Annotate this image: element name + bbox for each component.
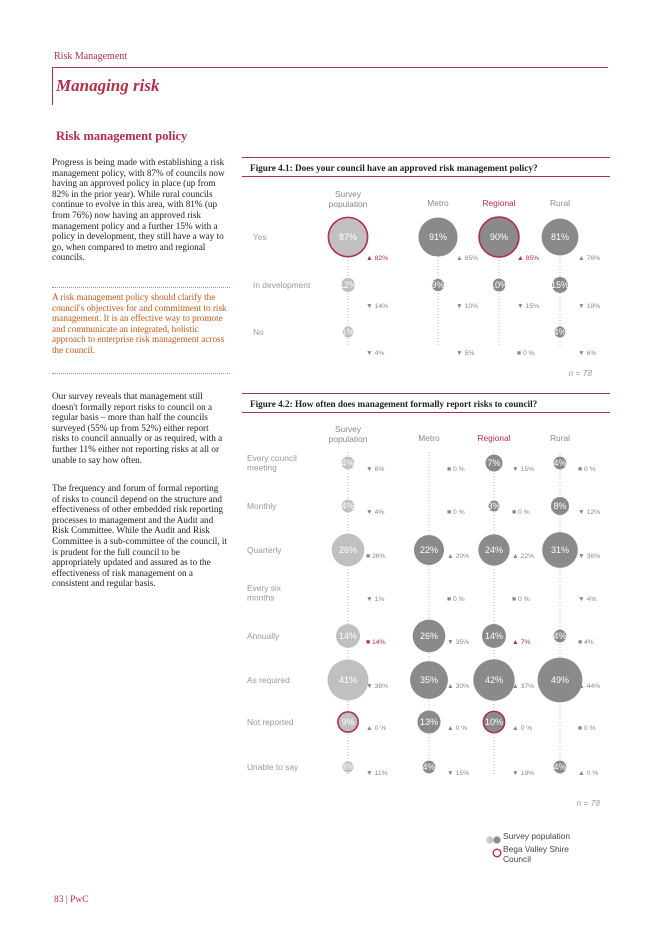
row-label: Quarterly bbox=[247, 545, 282, 555]
prior-year-value: ▲ 76% bbox=[578, 255, 601, 262]
bubble-label: 42% bbox=[484, 675, 504, 686]
bubble-label: 49% bbox=[550, 675, 570, 686]
prior-year-value: ▼ 6% bbox=[578, 350, 597, 357]
prior-year-value: ▼ 19% bbox=[512, 770, 535, 777]
bubble-label: 4% bbox=[553, 631, 567, 642]
bubble-label: 26% bbox=[419, 631, 439, 642]
prior-year-value: ▼ 10% bbox=[456, 303, 479, 310]
prior-year-value: ■ 0 % bbox=[578, 466, 596, 473]
column-header: Rural bbox=[549, 433, 571, 443]
prior-year-value: ▼ 4% bbox=[366, 350, 385, 357]
prior-year-value: ▲ 37% bbox=[512, 683, 535, 690]
prior-year-value: ▲ 85% bbox=[456, 255, 479, 262]
prior-year-value: ■ 0 % bbox=[517, 350, 535, 357]
bubble-label: 4% bbox=[341, 458, 355, 469]
bubble-label: 35% bbox=[419, 675, 439, 686]
column-header: Regional bbox=[482, 198, 516, 208]
row-label: Yes bbox=[253, 232, 267, 242]
row-label: No bbox=[253, 327, 264, 337]
prior-year-value: ■ 0 % bbox=[447, 596, 465, 603]
body-paragraph: The frequency and forum of formal reporting of risks to council depend on the structure and effectiveness of other embedded risk reporting processes to management and the Audit and Risk Committee. While the Audit and Risk Committee is a sub-committee of the council, it is prudent for the full council to be appropriately updated and assured as to the effectiveness of risk management on a consistent and regular basis. bbox=[52, 483, 228, 589]
prior-year-value: ▲ 0 % bbox=[366, 725, 387, 732]
bubble-label: 15% bbox=[550, 280, 570, 291]
figure-rule bbox=[242, 412, 610, 413]
prior-year-value: ▼ 15% bbox=[447, 770, 470, 777]
bubble-label: 13% bbox=[419, 717, 439, 728]
bubble-label: 10% bbox=[489, 280, 509, 291]
legend-council-swatch bbox=[492, 845, 502, 855]
bubble-label: 14% bbox=[484, 631, 504, 642]
column-header: Survey bbox=[334, 424, 362, 434]
prior-year-value: ▲ 0 % bbox=[447, 725, 468, 732]
figure-rule-top bbox=[242, 393, 610, 394]
row-label: As required bbox=[247, 675, 290, 685]
bubble-label: 4% bbox=[422, 762, 436, 773]
prior-year-value: ■ 0 % bbox=[447, 509, 465, 516]
bubble-label: 4% bbox=[553, 327, 567, 338]
column-header: Metro bbox=[427, 198, 449, 208]
section-label: Risk Management bbox=[54, 51, 128, 62]
prior-year-value: ▼ 12% bbox=[578, 509, 601, 516]
prior-year-value: ▼ 35% bbox=[447, 639, 470, 646]
section-heading: Risk management policy bbox=[56, 129, 188, 143]
prior-year-value: ▲ 0 % bbox=[512, 725, 533, 732]
column-header: population bbox=[328, 434, 368, 444]
body-paragraph: Progress is being made with establishing a risk management policy, with 87% of councils now having an approved policy in place (up from 82% in the prior year). While rural councils continue to evolve in this area, with 81% (up from 76%) now having an approved risk management policy and a further 15% with a policy in development, they still have a way to go, when compared to metro and regional councils. bbox=[52, 157, 225, 263]
bubble-label: 22% bbox=[419, 545, 439, 556]
prior-year-value: ▲ 7% bbox=[512, 639, 531, 646]
bubble-label: 9% bbox=[341, 717, 355, 728]
column-header: population bbox=[328, 199, 368, 209]
figure-title: Figure 4.2: How often does management formally report risks to council? bbox=[250, 399, 538, 409]
prior-year-value: ▼ 18% bbox=[578, 303, 601, 310]
column-header: Survey bbox=[334, 189, 362, 199]
row-label: Annually bbox=[247, 631, 280, 641]
row-label: Not reported bbox=[247, 717, 294, 727]
page-footer: 83 | PwC bbox=[54, 895, 89, 905]
bubble-label: 9% bbox=[431, 280, 445, 291]
legend-survey-swatch bbox=[486, 832, 500, 842]
prior-year-value: ▲ 0 % bbox=[578, 770, 599, 777]
bubble-label: 90% bbox=[489, 232, 509, 243]
prior-year-value: ▼ 38% bbox=[366, 683, 389, 690]
row-label: Every six bbox=[247, 583, 281, 593]
prior-year-value: ▼ 6% bbox=[366, 466, 385, 473]
prior-year-value: ▼ 15% bbox=[512, 466, 535, 473]
prior-year-value: ▼ 36% bbox=[578, 553, 601, 560]
column-header: Rural bbox=[549, 198, 571, 208]
prior-year-value: ■ 4% bbox=[578, 639, 594, 646]
bubble-label: 10% bbox=[484, 717, 504, 728]
sample-size-note: n = 78 bbox=[568, 368, 592, 378]
column-header: Metro bbox=[418, 433, 440, 443]
prior-year-value: ■ 0 % bbox=[512, 509, 530, 516]
sample-size-note: n = 78 bbox=[576, 798, 600, 808]
bubble-label: 81% bbox=[550, 232, 570, 243]
bubble-label: 4% bbox=[341, 501, 355, 512]
prior-year-value: ■ 26% bbox=[366, 553, 386, 560]
prior-year-value: ▼ 5% bbox=[456, 350, 475, 357]
bubble-label: 41% bbox=[338, 675, 358, 686]
body-paragraph: Our survey reveals that management still doesn't formally report risks to council on a regular basis – more than half the councils surveyed (55% up from 52%) either report risks to council annually or as required, with a further 11% either not reporting risks at all or unable to say how often. bbox=[52, 391, 223, 465]
prior-year-value: ▼ 1% bbox=[366, 596, 385, 603]
bubble-label: 7% bbox=[487, 458, 501, 469]
bubble-label: 1% bbox=[341, 327, 355, 338]
bubble-label: 3% bbox=[487, 501, 501, 512]
column-header: Regional bbox=[477, 433, 511, 443]
bubble-label: 24% bbox=[484, 545, 504, 556]
prior-year-value: ▼ 15% bbox=[517, 303, 540, 310]
bubble-label: 26% bbox=[338, 545, 358, 556]
row-label: meeting bbox=[247, 462, 277, 473]
legend-council-label: Bega Valley Shire Council bbox=[503, 844, 569, 864]
bubble-label: 87% bbox=[338, 232, 358, 243]
prior-year-value: ▲ 82% bbox=[366, 255, 389, 262]
row-label: Every council bbox=[247, 453, 297, 463]
bubble-label: 8% bbox=[553, 501, 567, 512]
legend-survey-label: Survey population bbox=[503, 831, 571, 841]
row-label: Monthly bbox=[247, 501, 277, 511]
bubble-label: 3% bbox=[341, 762, 355, 773]
prior-year-value: ▼ 4% bbox=[366, 509, 385, 516]
page-title: Managing risk bbox=[56, 76, 160, 95]
row-label: In development bbox=[253, 280, 311, 290]
prior-year-value: ■ 0 % bbox=[447, 466, 465, 473]
figure-title: Figure 4.1: Does your council have an approved risk management policy? bbox=[250, 163, 538, 173]
row-label: months bbox=[247, 592, 275, 603]
bubble-label: 4% bbox=[553, 458, 567, 469]
prior-year-value: ▼ 14% bbox=[366, 303, 389, 310]
prior-year-value: ▼ 11% bbox=[366, 770, 388, 777]
bubble-label: 14% bbox=[338, 631, 358, 642]
prior-year-value: ■ 0 % bbox=[578, 725, 596, 732]
prior-year-value: ▲ 44% bbox=[578, 683, 601, 690]
prior-year-value: ■ 0 % bbox=[512, 596, 530, 603]
bubble-label: 91% bbox=[428, 232, 448, 243]
prior-year-value: ▲ 22% bbox=[512, 553, 535, 560]
prior-year-value: ▲ 20% bbox=[447, 553, 470, 560]
bubble-label: 12% bbox=[338, 280, 358, 291]
callout-text: A risk management policy should clarify the council's objectives for and commitment to risk management. It is an effective way to promote and communicate an integrated, holistic approach to enterprise risk management across the council. bbox=[52, 292, 227, 355]
bubble-label: 4% bbox=[553, 762, 567, 773]
prior-year-value: ▲ 30% bbox=[447, 683, 470, 690]
prior-year-value: ▼ 4% bbox=[578, 596, 597, 603]
prior-year-value: ■ 14% bbox=[366, 639, 386, 646]
prior-year-value: ▲ 85% bbox=[517, 255, 540, 262]
row-label: Unable to say bbox=[247, 762, 299, 772]
bubble-label: 31% bbox=[550, 545, 570, 556]
